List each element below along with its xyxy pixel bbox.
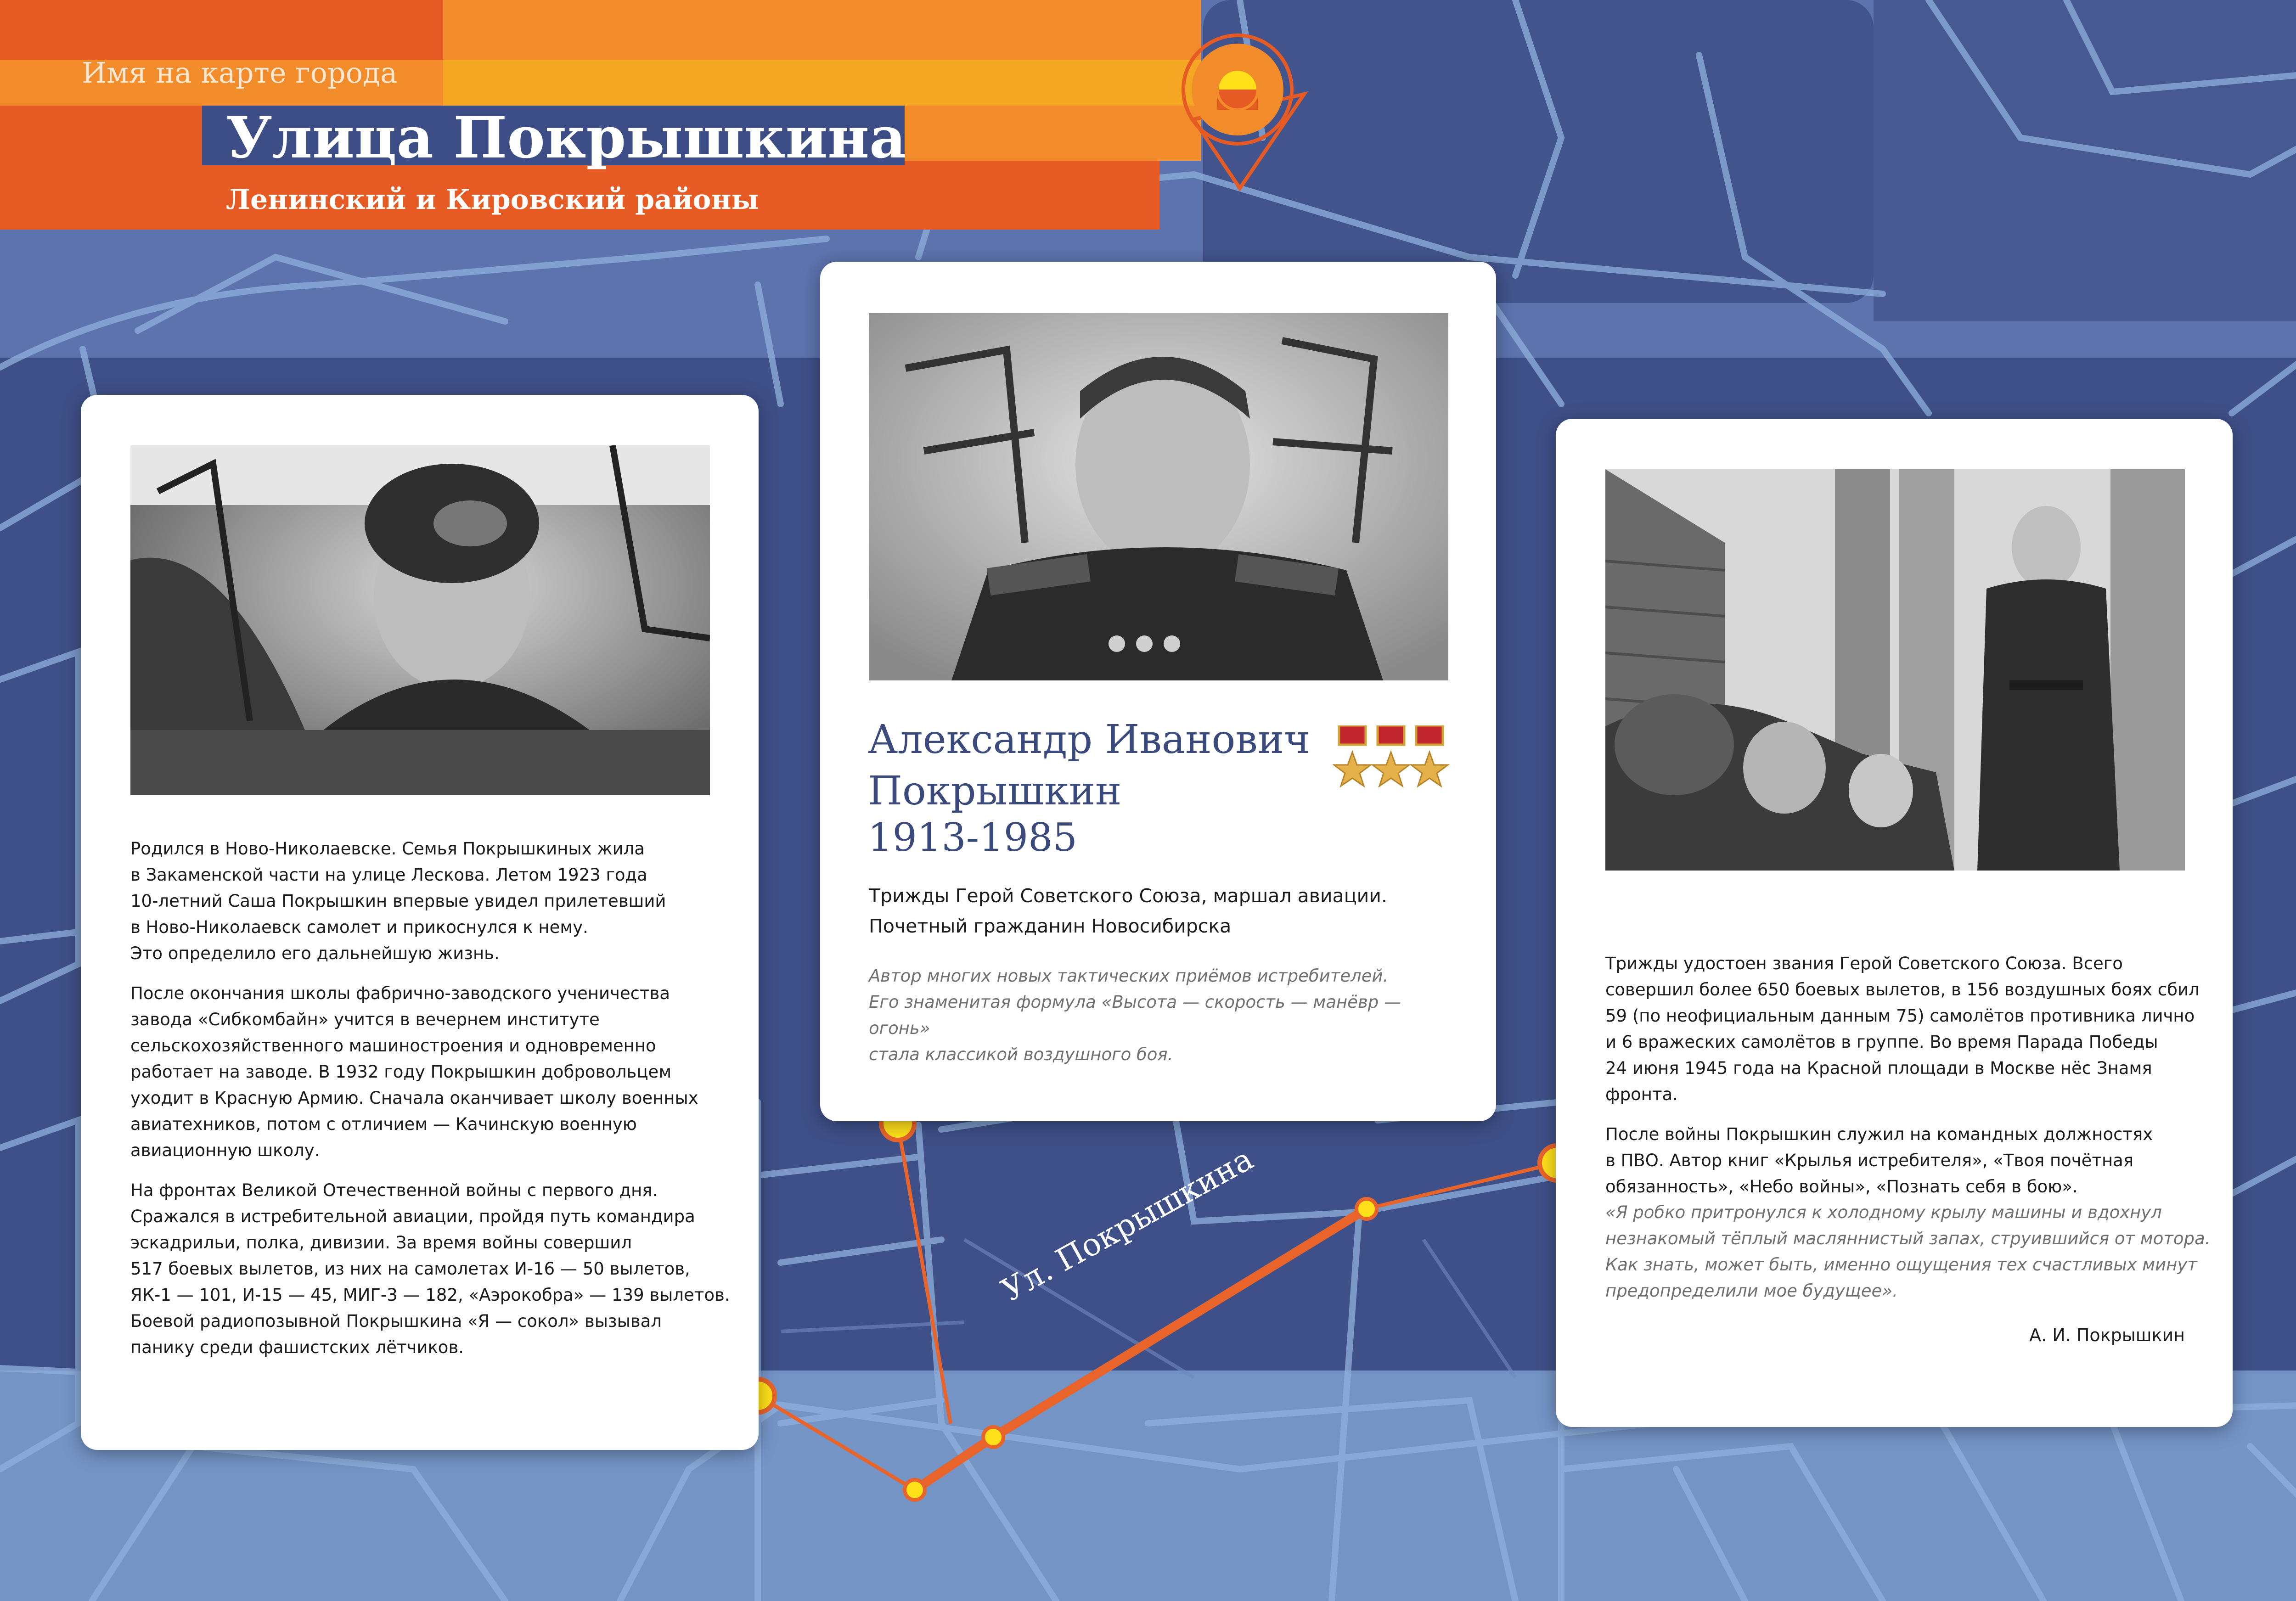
life-years: 1913-1985 [868, 815, 1077, 860]
bio-summary: Трижды Герой Советского Союза, маршал авиации. Почетный гражданин Новосибирска [869, 885, 1387, 937]
header-subtitle: Имя на карте города [82, 56, 398, 90]
hero-star-medal-icon [1333, 725, 1457, 794]
right-card-text [1605, 950, 2212, 1213]
left-card [81, 395, 759, 1450]
quote-signature: А. И. Покрышкин [2029, 1325, 2185, 1345]
page-title: Улица Покрышкина [226, 105, 906, 171]
right-paragraph: Трижды удостоен звания Герой Советского Союза. Всего совершил более 650 боевых вылетов, в 156 воздушных боях сбил 59 (по неофициальным данным 75) самолётов противника лично и 6 вражеских самолётов в группе. Во время Парада Победы 24 июня 1945 года на Красной площади в Москве нёс Знамя фронта. [1605, 954, 2200, 1104]
quote-text: «Я робко притронулся к холодному крылу машины и вдохнул незнакомый тёплый масляннистый запах, струившийся от мотора. Как знать, может быть, именно ощущения тех счастливых минут предопределили мое будущее». [1605, 1202, 2211, 1301]
center-card [820, 262, 1496, 1121]
left-paragraph: На фронтах Великой Отечественной войны с первого дня. Сражался в истребительной авиации, пройдя путь командира эскадрильи, полка, дивизии. За время войны совершил 517 боевых вылетов, из них на самолетах И-16 — 50 вылетов, ЯК-1 — 101, И-15 — 45, МИГ-3 — 182, «Аэрокобра» — 139 вылетов. Боевой радиопозывной Покрышкина «Я — сокол» вызывал панику среди фашистских лётчиков. [130, 1180, 730, 1357]
left-paragraph: Родился в Ново-Николаевске. Семья Покрышкиных жила в Закаменской части на улице Лескова. Летом 1923 года 10-летний Саша Покрышкин впервые увидел прилетевший в Ново-Николаевск самолет и прикоснулся к нему. Это определило его дальнейшую жизнь. [130, 839, 666, 963]
pilot-in-cockpit-photo [130, 445, 710, 795]
street-label: Ул. Покрышкина [996, 1140, 1260, 1309]
left-card-text [130, 836, 737, 1374]
header-districts: Ленинский и Кировский районы [226, 184, 759, 216]
map-pin-icon [1173, 25, 1316, 195]
portrait-in-uniform-photo [869, 313, 1448, 680]
victory-parade-crowd-photo [1605, 469, 2185, 871]
person-name: Александр Иванович Покрышкин [868, 717, 1310, 814]
formula-note: Автор многих новых тактических приёмов истребителей. Его знаменитая формула «Высота — скорость — манёвр — огонь» стала классикой воздушного боя. [869, 966, 1401, 1064]
right-card [1556, 419, 2233, 1427]
left-paragraph: После окончания школы фабрично-заводского ученичества завода «Сибкомбайн» учится в вечернем институте сельскохозяйственного машиностроения и одновременно работает на заводе. В 1932 году Покрышкин добровольцем уходит в Красную Армию. Сначала оканчивает школу военных авиатехников, потом с отличием — Качинскую военную авиационную школу. [130, 983, 698, 1160]
right-paragraph: После войны Покрышкин служил на командных должностях в ПВО. Автор книг «Крылья истребителя», «Твоя почётная обязанность», «Небо войны», «Познать себя в бою». [1605, 1124, 2153, 1197]
